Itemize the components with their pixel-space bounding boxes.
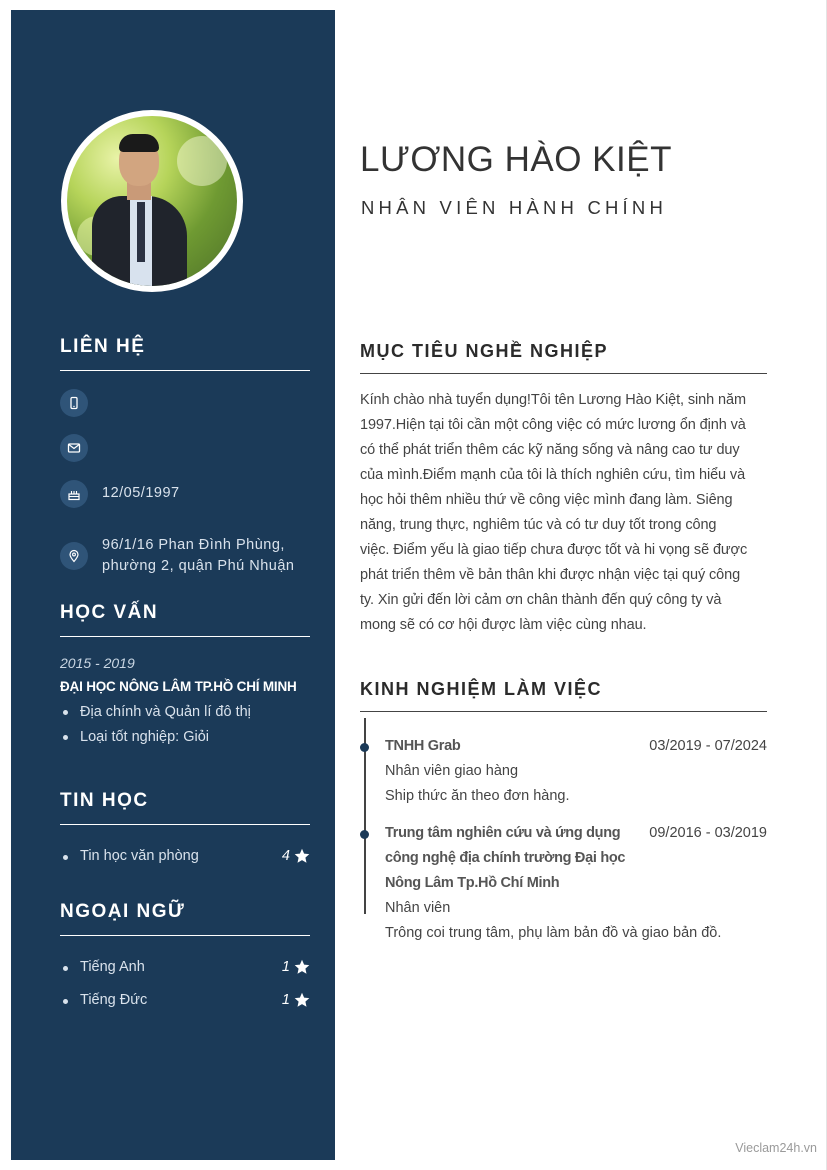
objective-line: có thể phát triển thêm các kỹ năng sống và nâng cao tư duy [360,442,740,458]
job-entry [385,821,767,946]
job-company-line: Nông Lâm Tp.Hồ Chí Minh [385,875,560,891]
star-icon [294,959,310,975]
it-skills-section [60,790,310,864]
experience-section [360,679,767,941]
objective-line: của mình.Điểm mạnh của tôi là thích nghiên cứu, tìm hiểu và [360,467,746,483]
job-dates: 09/2016 - 03/2019 [649,825,767,841]
objective-line: Kính chào nhà tuyển dụng!Tôi tên Lương Hào Kiệt, sinh năm [360,392,746,408]
address-value [102,532,294,577]
objective-line: mong sẽ có cơ hội được làm việc cùng nhau. [360,617,647,633]
contact-section [60,336,310,574]
cake-icon [60,480,88,508]
candidate-title: NHÂN VIÊN HÀNH CHÍNH [361,197,668,218]
location-pin-icon [60,542,88,570]
skill-level-value: 4 [281,848,290,864]
job-position: Nhân viên [385,900,451,916]
education-details [60,700,310,750]
education-heading: HỌC VẤN [60,602,310,637]
star-icon [294,848,310,864]
language-name: Tiếng Anh [60,959,145,975]
skill-name: Tin học văn phòng [60,848,199,864]
avatar [61,110,243,292]
job-description: Ship thức ăn theo đơn hàng. [385,788,570,804]
job-position: Nhân viên giao hàng [385,763,519,779]
job-description: Trông coi trung tâm, phụ làm bản đồ và giao bản đồ. [385,925,722,941]
skill-level [282,848,310,864]
languages-section [60,901,310,1008]
language-name: Tiếng Đức [60,992,147,1008]
language-level [282,959,310,975]
job-entry [385,734,767,809]
language-level-value: 1 [281,992,290,1008]
timeline-dot [360,830,369,839]
email-icon [60,434,88,462]
skill-row [60,848,310,864]
contact-email [60,434,102,462]
birthday-value: 12/05/1997 [102,485,180,501]
objective-line: năng, trung thực, nghiêm túc và có tư duy tốt trong công [360,517,717,533]
contact-birthday [60,480,180,508]
objective-line: học hỏi thêm nhiều thứ về công việc mình đang làm. Siêng [360,492,733,508]
objective-text [360,388,767,638]
list-item: Địa chính và Quản lí đô thị [60,700,310,725]
it-skills-heading: TIN HỌC [60,790,310,825]
languages-heading: NGOẠI NGỮ [60,901,310,936]
address-line-2: phường 2, quận Phú Nhuận [102,558,295,574]
language-row [60,959,310,975]
candidate-name: LƯƠNG HÀO KIỆT [360,140,672,179]
job-company-line: TNHH Grab [385,738,461,754]
sidebar [11,10,335,1160]
timeline-dot [360,743,369,752]
job-company-line: công nghệ địa chính trường Đại học [385,850,626,866]
objective-section [360,341,767,638]
address-line-1: 96/1/16 Phan Đình Phùng, [102,537,285,553]
objective-line: ty. Xin gửi đến lời cảm ơn chân thành đến quý công ty và [360,592,722,608]
education-section [60,602,310,750]
profile-photo [67,116,237,286]
job-company [385,821,625,896]
contact-address [60,532,294,577]
job-company [385,734,460,759]
job-dates: 03/2019 - 07/2024 [649,738,767,754]
star-icon [294,992,310,1008]
objective-heading: MỤC TIÊU NGHỀ NGHIỆP [360,341,767,374]
list-item: Loại tốt nghiệp: Giỏi [60,725,310,750]
job-company-line: Trung tâm nghiên cứu và ứng dụng [385,825,621,841]
education-school: ĐẠI HỌC NÔNG LÂM TP.HỒ CHÍ MINH [60,679,297,694]
language-level [282,992,310,1008]
phone-icon [60,389,88,417]
objective-line: việc. Điểm yếu là giao tiếp chưa được tốt và hi vọng sẽ được [360,542,748,558]
contact-phone [60,389,102,417]
language-level-value: 1 [281,959,290,975]
watermark: Vieclam24h.vn [735,1141,817,1155]
contact-heading: LIÊN HỆ [60,336,310,371]
experience-heading: KINH NGHIỆM LÀM VIỆC [360,679,767,712]
objective-line: phát triển thêm về bản thân khi được nhận việc tại quý công [360,567,741,583]
objective-line: 1997.Hiện tại tôi cần một công việc có mức lương ổn định và [360,417,746,433]
education-years: 2015 - 2019 [60,655,135,671]
language-row [60,992,310,1008]
